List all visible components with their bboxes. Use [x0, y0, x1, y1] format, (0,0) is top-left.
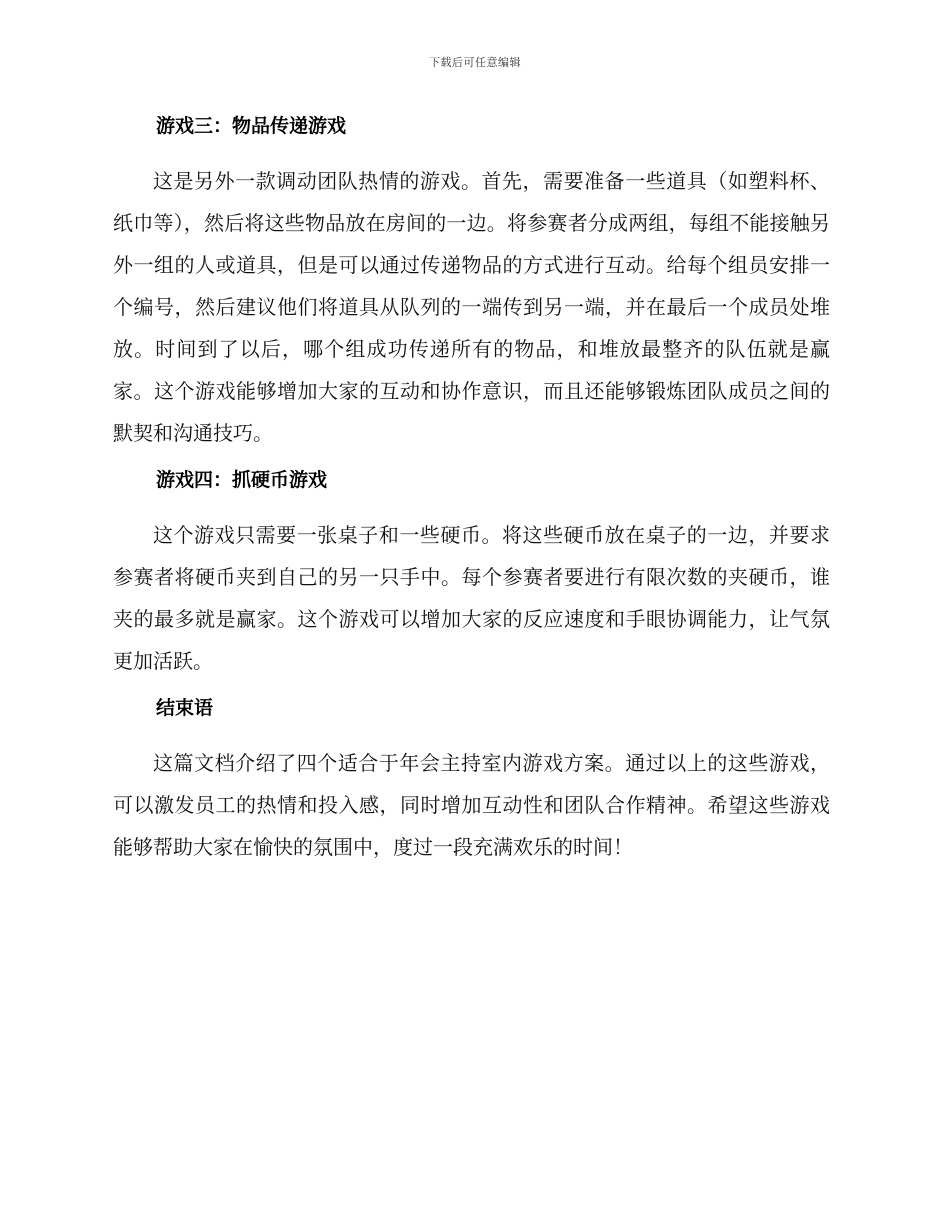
page-header-note: 下载后可任意编辑 [429, 56, 521, 69]
section-heading: 游戏四：抓硬币游戏 [156, 469, 328, 491]
section-heading: 结束语 [156, 697, 214, 719]
section-game-three [113, 110, 830, 454]
section-game-four [113, 464, 830, 682]
section-paragraph: 这个游戏只需要一张桌子和一些硬币。将这些硬币放在桌子的一边，并要求参赛者将硬币夹到自己的另一只手中。每个参赛者要进行有限次数的夹硬币，谁夹的最多就是赢家。这个游戏可以增加大家的反应速度和手眼协调能力，让气氛更加活跃。 [113, 523, 830, 673]
section-paragraph: 这是另外一款调动团队热情的游戏。首先，需要准备一些道具（如塑料杯、纸巾等），然后将这些物品放在房间的一边。将参赛者分成两组，每组不能接触另外一组的人或道具，但是可以通过传递物品的方式进行互动。给每个组员安排一个编号，然后建议他们将道具从队列的一端传到另一端，并在最后一个成员处堆放。时间到了以后，哪个组成功传递所有的物品，和堆放最整齐的队伍就是赢家。这个游戏能够增加大家的互动和协作意识，而且还能够锻炼团队成员之间的默契和沟通技巧。 [113, 169, 830, 445]
section-paragraph: 这篇文档介绍了四个适合于年会主持室内游戏方案。通过以上的这些游戏，可以激发员工的热情和投入感，同时增加互动性和团队合作精神。希望这些游戏能够帮助大家在愉快的氛围中，度过一段充满欢乐的时间！ [113, 751, 830, 859]
document-body [113, 110, 830, 878]
section-conclusion [113, 692, 830, 868]
section-heading: 游戏三：物品传递游戏 [156, 115, 347, 137]
